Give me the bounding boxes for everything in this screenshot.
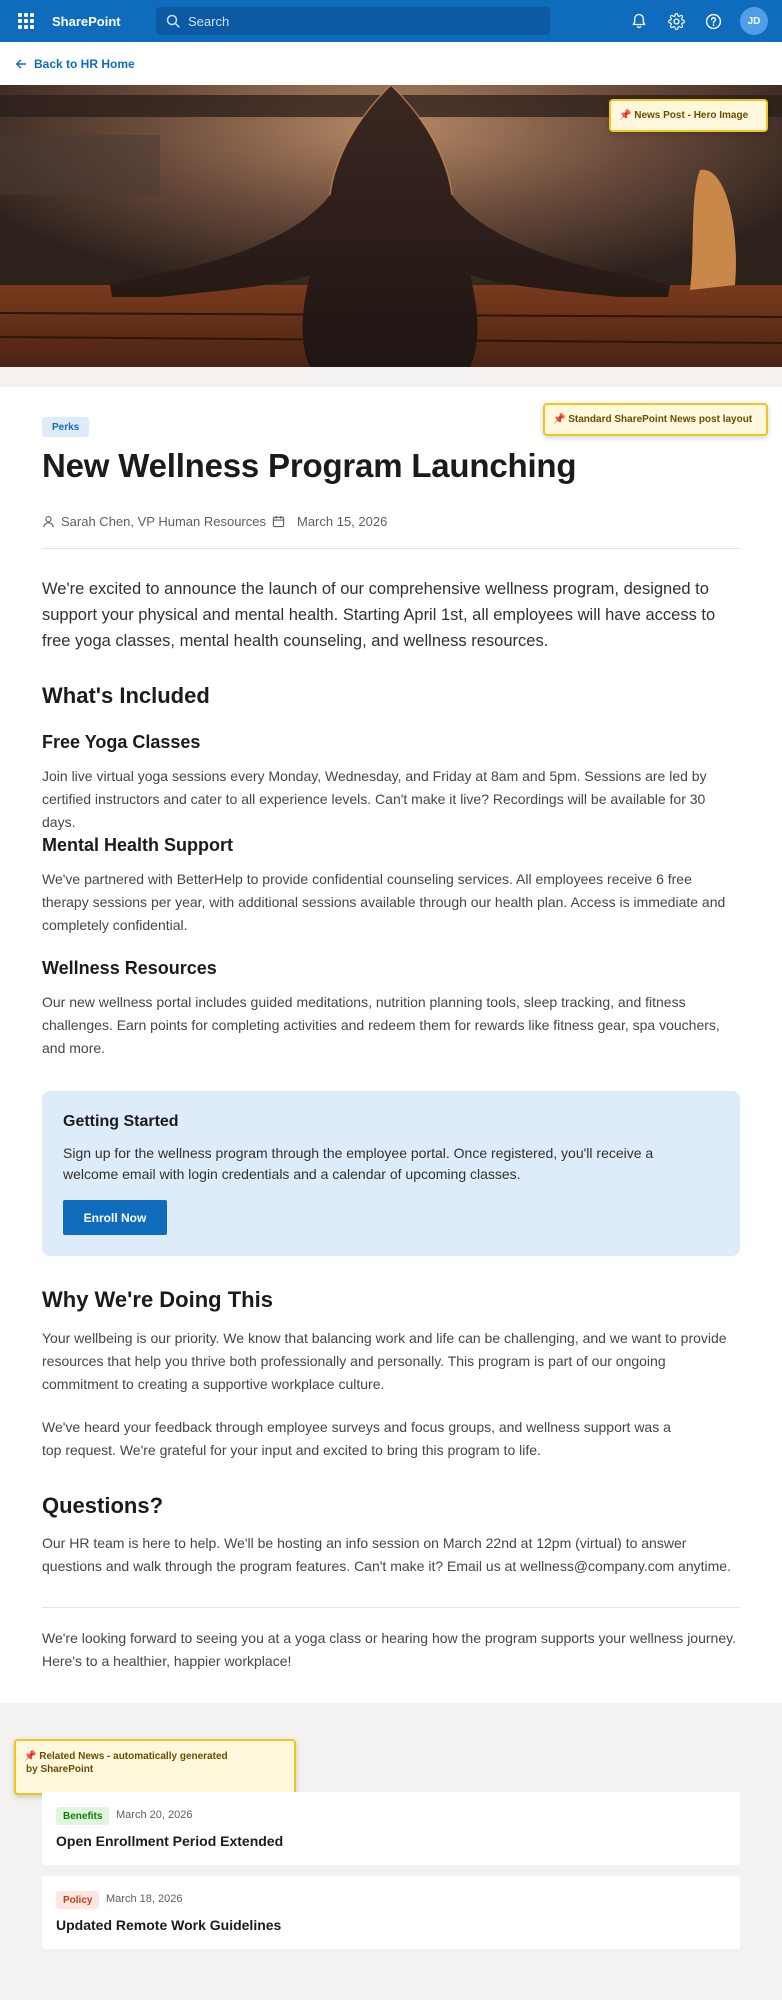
gear-icon: [668, 13, 685, 30]
news-date: March 18, 2026: [106, 1893, 183, 1905]
meta-divider: [42, 548, 740, 549]
closing-paragraph: We're looking forward to seeing you at a yoga class or hearing how the program supports your wellness journey. Here's to a healthier, happier workplace!: [42, 1630, 736, 1669]
news-tag: Policy: [56, 1891, 99, 1909]
related-news-card[interactable]: [42, 1792, 740, 1865]
back-navigation-bar: [0, 42, 782, 85]
whats-included-heading: What's Included: [42, 683, 210, 708]
brand-name[interactable]: SharePoint: [52, 13, 121, 29]
why-paragraph-2: We've heard your feedback through employee surveys and focus groups, and wellness support was a top request. We're grateful for your input and excited to bring this program to life.: [42, 1419, 671, 1458]
page-title: New Wellness Program Launching: [42, 447, 577, 484]
getting-started-text: Sign up for the wellness program through the employee portal. Once registered, you'll receive a welcome email with login credentials and a calendar of upcoming classes.: [63, 1145, 654, 1182]
back-link-label: Back to HR Home: [34, 56, 135, 71]
app-launcher-button[interactable]: [0, 0, 52, 42]
closing-divider: [42, 1607, 740, 1608]
news-title[interactable]: Open Enrollment Period Extended: [56, 1833, 284, 1849]
help-icon: [705, 13, 722, 30]
header-actions: [629, 0, 768, 42]
getting-started-title: Getting Started: [63, 1113, 179, 1130]
article-meta: [42, 514, 387, 529]
arrow-left-icon: [15, 58, 27, 70]
section-heading-yoga: Free Yoga Classes: [42, 732, 201, 752]
getting-started-callout: [42, 1091, 740, 1256]
related-news-annotation: [14, 1739, 296, 1795]
search-box[interactable]: [156, 7, 550, 35]
hero-image-annotation: 📌 News Post - Hero Image: [609, 99, 768, 132]
author-info: [42, 514, 266, 529]
author-name[interactable]: Sarah Chen, VP Human Resources: [61, 514, 266, 529]
section-heading-mental-health: Mental Health Support: [42, 835, 234, 855]
news-article: [0, 387, 782, 1703]
suite-header: [0, 0, 782, 42]
section-body-mental-health: We've partnered with BetterHelp to provide confidential counseling services. All employees receive 6 free therapy sessions per year, with additional sessions available through our health plan. Access is immediate and completely confidential.: [42, 871, 726, 933]
search-input[interactable]: [188, 14, 528, 29]
back-to-hr-home-link[interactable]: [15, 57, 135, 71]
why-heading: Why We're Doing This: [42, 1287, 273, 1312]
person-icon: [42, 515, 55, 528]
notifications-button[interactable]: [629, 11, 649, 31]
publish-date-text: March 15, 2026: [296, 514, 388, 529]
waffle-icon: [18, 13, 34, 29]
lead-paragraph: We're excited to announce the launch of our comprehensive wellness program, designed to support your physical and mental health. Starting April 1st, all employees will have access to free yoga classes, mental health counseling, and wellness resources.: [42, 580, 716, 650]
calendar-icon: [272, 515, 285, 528]
bell-icon: [631, 13, 647, 29]
layout-annotation: 📌 Standard SharePoint News post layout: [543, 403, 768, 436]
news-title[interactable]: Updated Remote Work Guidelines: [56, 1917, 282, 1933]
category-tag[interactable]: Perks: [42, 417, 89, 437]
help-button[interactable]: [703, 11, 723, 31]
section-body-yoga: Join live virtual yoga sessions every Monday, Wednesday, and Friday at 8am and 5pm. Sessions are led by certified instructors and cater to all experience levels. Can't make it live? Recordings will be available for 30 days.: [42, 768, 707, 830]
avatar[interactable]: JD: [740, 7, 768, 35]
related-news-annotation-line-2: by SharePoint: [26, 1764, 94, 1775]
publish-date: [272, 514, 387, 529]
related-news-annotation-line-1: 📌 Related News - automatically generated: [24, 1751, 228, 1762]
search-icon: [166, 14, 180, 28]
questions-heading: Questions?: [42, 1493, 164, 1518]
questions-paragraph: Our HR team is here to help. We'll be hosting an info session on March 22nd at 12pm (virtual) to answer questions and walk through the program features. Can't make it? Email us at wellness@company.com anytime.: [42, 1535, 731, 1574]
settings-button[interactable]: [666, 11, 686, 31]
enroll-now-button[interactable]: Enroll Now: [63, 1200, 167, 1235]
news-tag: Benefits: [56, 1807, 109, 1825]
section-body-wellness-resources: Our new wellness portal includes guided meditations, nutrition planning tools, sleep tracking, and fitness challenges. Earn points for completing activities and redeem them for rewards like fitness gear, spa vouchers, and more.: [42, 994, 720, 1056]
section-heading-wellness-resources: Wellness Resources: [42, 958, 217, 978]
news-date: March 20, 2026: [116, 1809, 193, 1821]
why-paragraph-1: Your wellbeing is our priority. We know that balancing work and life can be challenging, and we want to provide resources that help you thrive both professionally and personally. This program is part of our ongoing commitment to creating a supportive workplace culture.: [42, 1330, 727, 1392]
related-news-card[interactable]: [42, 1876, 740, 1949]
